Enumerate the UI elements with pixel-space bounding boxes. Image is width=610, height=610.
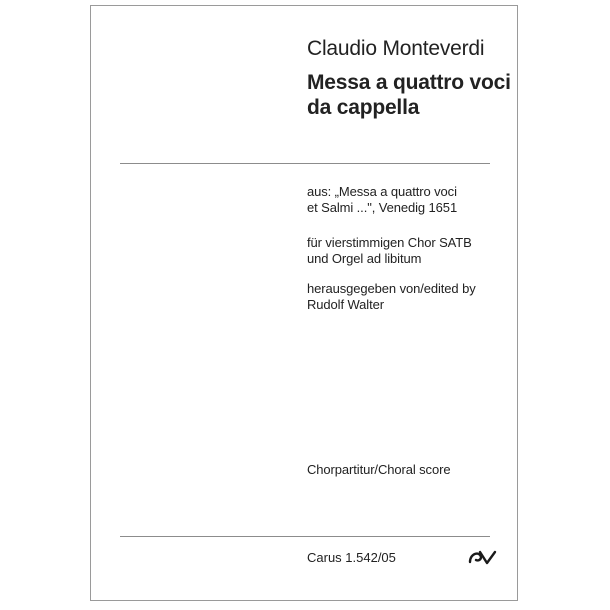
editor-line-1: herausgegeben von/edited by — [307, 281, 476, 296]
work-title — [307, 70, 511, 120]
work-title-line-2: da cappella — [307, 96, 420, 119]
source-line-1: aus: „Messa a quattro voci — [307, 184, 457, 199]
score-cover — [90, 5, 518, 601]
work-title-line-1: Messa a quattro voci — [307, 71, 511, 94]
scoring-info — [307, 235, 472, 267]
editor-line-2: Rudolf Walter — [307, 297, 384, 312]
composer-name: Claudio Monteverdi — [307, 37, 485, 60]
score-type: Chorpartitur/Choral score — [307, 462, 451, 477]
source-info — [307, 184, 457, 216]
scoring-line-1: für vierstimmigen Chor SATB — [307, 235, 472, 250]
catalog-number: Carus 1.542/05 — [307, 550, 396, 565]
carus-logo-icon — [468, 549, 498, 565]
editor-info — [307, 281, 476, 313]
source-line-2: et Salmi ...", Venedig 1651 — [307, 200, 458, 215]
scoring-line-2: und Orgel ad libitum — [307, 251, 422, 266]
top-divider — [120, 163, 490, 164]
bottom-divider — [120, 536, 490, 537]
